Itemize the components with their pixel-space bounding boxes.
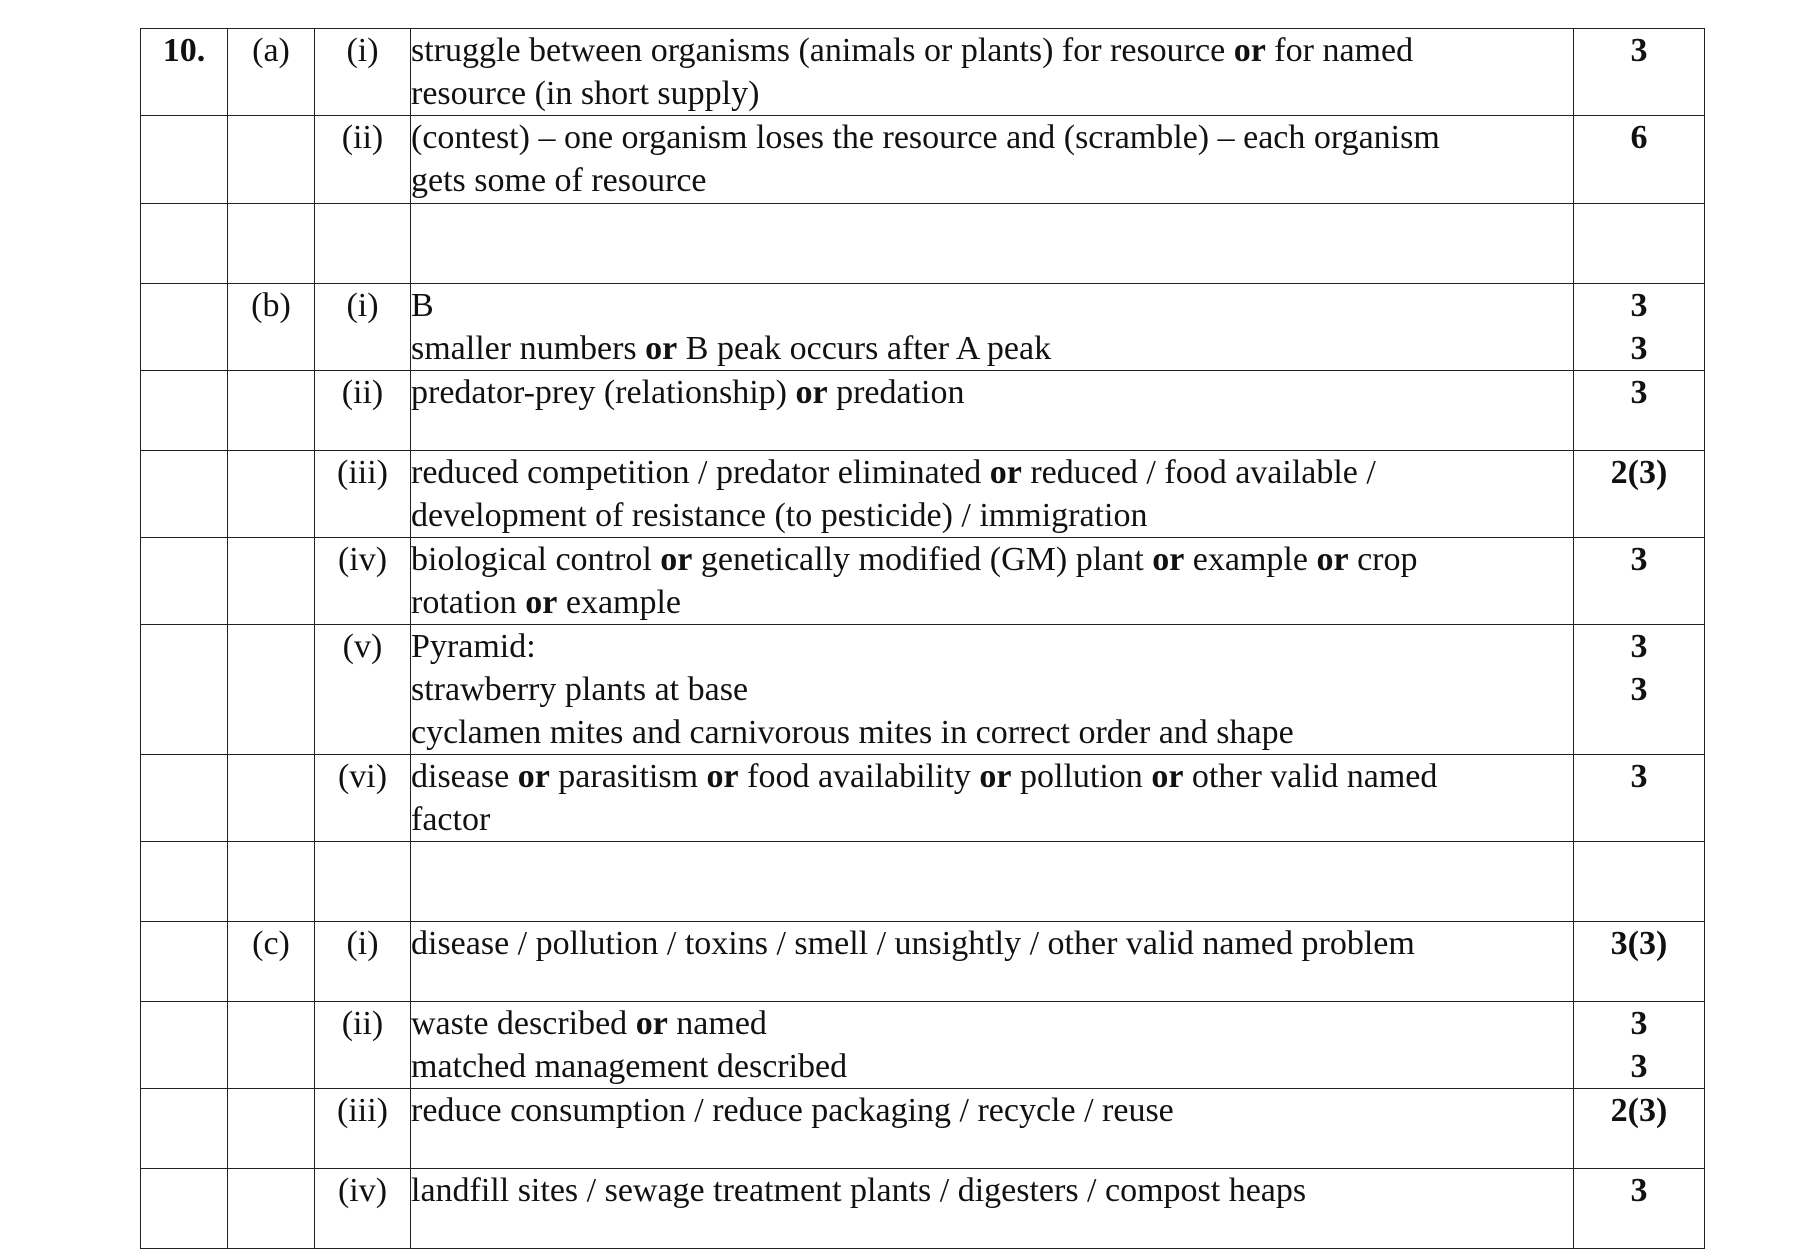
answer-text: struggle between organisms (animals or plants) for resource: [411, 32, 1234, 69]
mark-value: 3: [1630, 758, 1648, 795]
answer-row: [141, 371, 1705, 451]
part-label-cell: [228, 1002, 315, 1089]
marks-cell: [1574, 371, 1705, 451]
answer-text: crop: [1348, 541, 1418, 578]
answer-line: [411, 668, 1573, 711]
marks-cell: [1574, 284, 1705, 371]
answer-row: [141, 29, 1705, 116]
answer-text: example: [557, 584, 682, 621]
answer-text-cell: [411, 284, 1574, 371]
subpart-label-cell: [315, 204, 411, 284]
part-label-cell: [228, 371, 315, 451]
connective-or: or: [1151, 758, 1184, 795]
answer-text: rotation: [411, 584, 526, 621]
answer-row: [141, 284, 1705, 371]
answer-text-cell: [411, 842, 1574, 922]
answer-text: strawberry plants at base: [411, 671, 749, 708]
marks-cell: [1574, 1169, 1705, 1249]
connective-or: or: [989, 454, 1022, 491]
answer-text-cell: [411, 755, 1574, 842]
question-number-cell: [141, 922, 228, 1002]
answer-line: [411, 159, 1573, 202]
marks-cell: [1574, 1089, 1705, 1169]
question-number-cell: [141, 451, 228, 538]
answer-row: [141, 755, 1705, 842]
answer-text-cell: [411, 1089, 1574, 1169]
connective-or: or: [525, 584, 558, 621]
answer-text: factor: [411, 801, 491, 838]
subpart-label-cell: (ii): [315, 371, 411, 451]
answer-text-cell: [411, 922, 1574, 1002]
question-number-cell: [141, 284, 228, 371]
answer-text: reduced / food available /: [1021, 454, 1376, 491]
question-number-cell: [141, 371, 228, 451]
connective-or: or: [635, 1005, 668, 1042]
answer-text: named: [667, 1005, 767, 1042]
answer-text: pollution: [1011, 758, 1152, 795]
marks-cell: [1574, 842, 1705, 922]
marks-cell: [1574, 1002, 1705, 1089]
answer-text: disease: [411, 758, 518, 795]
answer-line: [411, 116, 1573, 159]
connective-or: or: [645, 330, 678, 367]
marks-cell: [1574, 451, 1705, 538]
part-label-cell: (b): [228, 284, 315, 371]
answer-text: reduced competition / predator eliminated: [411, 454, 990, 491]
answer-line: [411, 1045, 1573, 1088]
answer-line: [411, 922, 1573, 965]
mark-value: 3: [1630, 374, 1648, 411]
answer-text: (contest) – one organism loses the resource and (scramble) – each organism: [411, 119, 1440, 156]
question-number-cell: [141, 538, 228, 625]
marks-cell: [1574, 755, 1705, 842]
marks-cell: [1574, 204, 1705, 284]
answer-row: [141, 842, 1705, 922]
question-number-cell: [141, 842, 228, 922]
answer-text: food availability: [738, 758, 980, 795]
question-number-cell: [141, 1089, 228, 1169]
subpart-label-cell: (ii): [315, 1002, 411, 1089]
subpart-label-cell: (iii): [315, 451, 411, 538]
answer-line: [411, 451, 1573, 494]
question-number-cell: [141, 755, 228, 842]
question-number-cell: [141, 625, 228, 755]
part-label-cell: (a): [228, 29, 315, 116]
connective-or: or: [1152, 541, 1185, 578]
connective-or: or: [517, 758, 550, 795]
answer-line: [411, 1169, 1573, 1212]
question-number-cell: [141, 1169, 228, 1249]
mark-value: 3: [1630, 32, 1648, 69]
answer-row: [141, 922, 1705, 1002]
answer-line: [411, 327, 1573, 370]
part-label-cell: (c): [228, 922, 315, 1002]
mark-value: 3: [1630, 1172, 1648, 1209]
mark-value: 2(3): [1610, 1092, 1668, 1129]
answer-text: Pyramid:: [411, 628, 536, 665]
answer-text-cell: [411, 625, 1574, 755]
subpart-label-cell: (iii): [315, 1089, 411, 1169]
answer-text: smaller numbers: [411, 330, 646, 367]
question-number-cell: [141, 116, 228, 204]
answer-row: [141, 625, 1705, 755]
marks-cell: [1574, 116, 1705, 204]
answer-text: genetically modified (GM) plant: [692, 541, 1153, 578]
answer-line: [411, 1089, 1573, 1132]
answer-row: [141, 538, 1705, 625]
subpart-label-cell: (vi): [315, 755, 411, 842]
answer-text: reduce consumption / reduce packaging / recycle / reuse: [411, 1092, 1174, 1129]
mark-scheme-table: [140, 28, 1705, 1249]
question-number-cell: [141, 1002, 228, 1089]
marks-cell: [1574, 29, 1705, 116]
part-label-cell: [228, 1169, 315, 1249]
connective-or: or: [706, 758, 739, 795]
part-label-cell: [228, 842, 315, 922]
marks-cell: [1574, 538, 1705, 625]
answer-text: predation: [827, 374, 965, 411]
mark-value: 3: [1630, 541, 1648, 578]
subpart-label-cell: (v): [315, 625, 411, 755]
mark-value: 3: [1630, 671, 1648, 708]
part-label-cell: [228, 451, 315, 538]
subpart-label-cell: (iv): [315, 1169, 411, 1249]
mark-value: 3: [1630, 287, 1648, 324]
answer-line: [411, 371, 1573, 414]
mark-scheme-body: [141, 29, 1705, 1249]
answer-line: [411, 284, 1573, 327]
answer-text-cell: [411, 451, 1574, 538]
answer-row: [141, 451, 1705, 538]
answer-text-cell: [411, 1002, 1574, 1089]
subpart-label-cell: (i): [315, 29, 411, 116]
answer-text: predator-prey (relationship): [411, 374, 796, 411]
answer-text: B: [411, 287, 434, 324]
answer-text-cell: [411, 538, 1574, 625]
answer-line: [411, 72, 1573, 115]
part-label-cell: [228, 755, 315, 842]
answer-text: disease / pollution / toxins / smell / unsightly / other valid named problem: [411, 925, 1415, 962]
answer-text-cell: [411, 371, 1574, 451]
answer-line: [411, 29, 1573, 72]
answer-text-cell: [411, 116, 1574, 204]
answer-line: [411, 711, 1573, 754]
answer-text: development of resistance (to pesticide) / immigration: [411, 497, 1148, 534]
part-label-cell: [228, 204, 315, 284]
answer-text: matched management described: [411, 1048, 848, 1085]
mark-value: 2(3): [1610, 454, 1668, 491]
mark-value: 3: [1630, 628, 1648, 665]
answer-text: landfill sites / sewage treatment plants / digesters / compost heaps: [411, 1172, 1307, 1209]
part-label-cell: [228, 1089, 315, 1169]
answer-text-cell: [411, 1169, 1574, 1249]
subpart-label-cell: (iv): [315, 538, 411, 625]
mark-value: 3: [1630, 1005, 1648, 1042]
answer-line: [411, 755, 1573, 798]
mark-value: 3: [1630, 1048, 1648, 1085]
answer-text-cell: [411, 204, 1574, 284]
mark-value: 3(3): [1610, 925, 1668, 962]
marks-cell: [1574, 922, 1705, 1002]
question-number-cell: [141, 204, 228, 284]
part-label-cell: [228, 538, 315, 625]
connective-or: or: [1316, 541, 1349, 578]
answer-line: [411, 581, 1573, 624]
connective-or: or: [660, 541, 693, 578]
answer-text-cell: [411, 29, 1574, 116]
answer-row: [141, 204, 1705, 284]
subpart-label-cell: (i): [315, 922, 411, 1002]
answer-line: [411, 538, 1573, 581]
answer-row: [141, 1089, 1705, 1169]
answer-text: for named: [1265, 32, 1414, 69]
answer-line: [411, 1002, 1573, 1045]
mark-value: 3: [1630, 330, 1648, 367]
answer-text: gets some of resource: [411, 162, 707, 199]
answer-text: waste described: [411, 1005, 636, 1042]
answer-text: cyclamen mites and carnivorous mites in correct order and shape: [411, 714, 1294, 751]
subpart-label-cell: [315, 842, 411, 922]
connective-or: or: [1233, 32, 1266, 69]
part-label-cell: [228, 116, 315, 204]
answer-row: [141, 1169, 1705, 1249]
question-number-cell: 10.: [141, 29, 228, 116]
answer-text: parasitism: [549, 758, 707, 795]
answer-line: [411, 625, 1573, 668]
marks-cell: [1574, 625, 1705, 755]
connective-or: or: [979, 758, 1012, 795]
answer-text: B peak occurs after A peak: [677, 330, 1052, 367]
answer-text: other valid named: [1183, 758, 1438, 795]
answer-text: example: [1184, 541, 1317, 578]
answer-row: [141, 116, 1705, 204]
answer-text: resource (in short supply): [411, 75, 760, 112]
answer-line: [411, 494, 1573, 537]
answer-line: [411, 798, 1573, 841]
answer-row: [141, 1002, 1705, 1089]
part-label-cell: [228, 625, 315, 755]
mark-value: 6: [1630, 119, 1648, 156]
connective-or: or: [795, 374, 828, 411]
answer-text: biological control: [411, 541, 661, 578]
subpart-label-cell: (ii): [315, 116, 411, 204]
subpart-label-cell: (i): [315, 284, 411, 371]
